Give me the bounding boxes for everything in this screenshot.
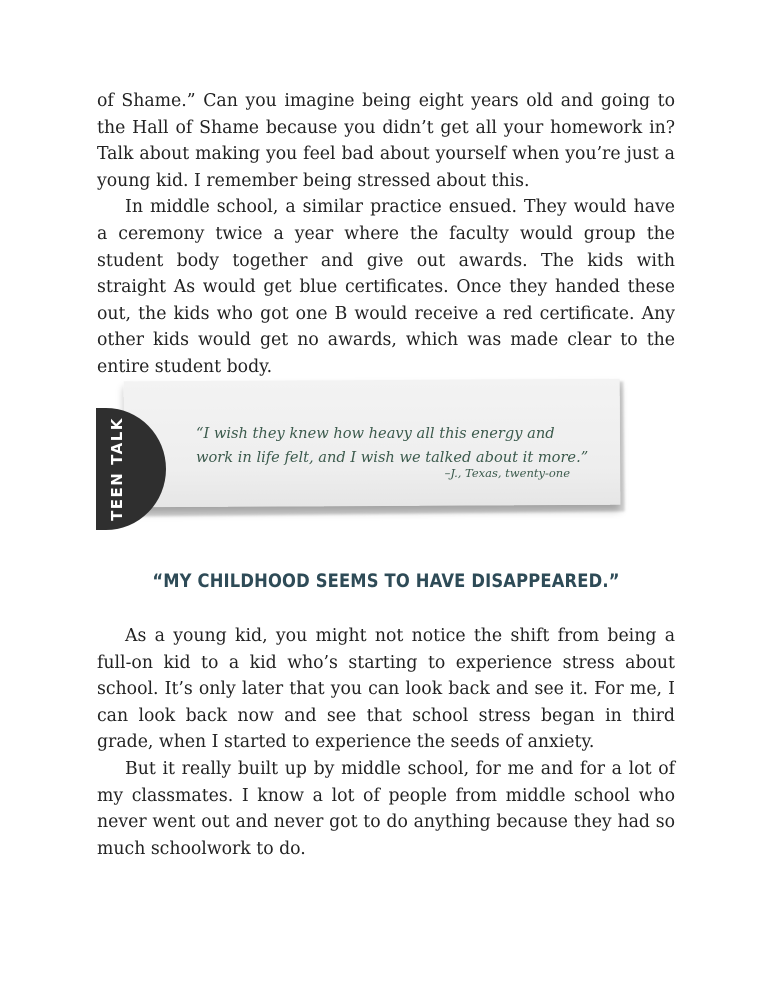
teen-talk-attribution: –J., Texas, twenty-one — [444, 466, 570, 480]
section-heading: “MY CHILDHOOD SEEMS TO HAVE DISAPPEARED.” — [152, 570, 620, 592]
teen-talk-label: TEEN TALK — [108, 417, 127, 521]
teen-talk-tab-label-wrap — [96, 408, 138, 530]
paragraph: In middle school, a similar practice ensued. They would have a ceremony twice a year where the faculty would group the student body together and give out awards. The kids with straight As would get blue certificates. Once they handed these out, the kids who got one B would receive a red certificate. Any other kids would get no awards, which was made clear to the entire student body. — [97, 197, 675, 377]
paragraph: But it really built up by middle school, for me and for a lot of my classmates. I know a lot of people from middle school who never went out and never got to do anything because they had so much schoolwork to do. — [97, 758, 675, 859]
teen-talk-quote: “I wish they knew how heavy all this energy and work in life felt, and I wish we talked about it more.” — [196, 425, 589, 466]
bottom-text-block — [97, 623, 675, 862]
paragraph: of Shame.” Can you imagine being eight years old and going to the Hall of Shame because you didn’t get all your homework in? Talk about making you feel bad about yourself when you’re just a young kid. I remember being stressed about this. — [97, 91, 675, 191]
paragraph: As a young kid, you might not notice the shift from being a full-on kid to a kid who’s starting to experience stress about school. It’s only later that you can look back and see it. For me, I can look back now and see that school stress began in third grade, when I started to experience the seeds of anxiety. — [97, 626, 675, 753]
top-text-block — [97, 88, 675, 381]
